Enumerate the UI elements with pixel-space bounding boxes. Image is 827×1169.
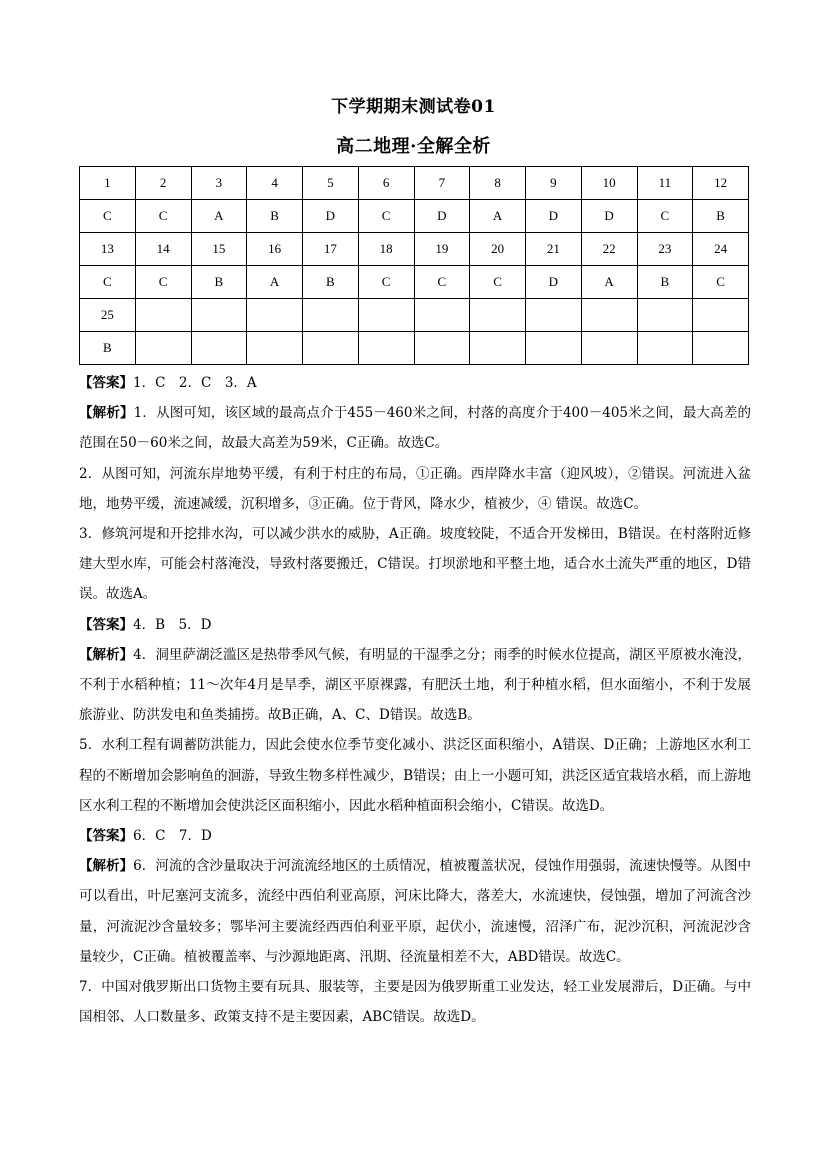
answer-table-cell [247, 299, 303, 332]
answer-text: 6．C 7．D [133, 828, 212, 845]
answer-table-cell: A [191, 200, 247, 233]
answer-label: 【答案】 [79, 616, 133, 633]
answer-table-cell: 25 [80, 299, 136, 332]
answer-table-cell: 11 [637, 167, 693, 200]
answer-table-cell: 21 [526, 233, 582, 266]
answer-table-cell: 22 [581, 233, 637, 266]
answer-table-cell [526, 332, 582, 365]
answer-table-cell: C [80, 200, 136, 233]
answer-table [79, 166, 749, 365]
answer-table-cell: C [135, 266, 191, 299]
analysis-text: 3．修筑河堤和开挖排水沟，可以减少洪水的威胁，A正确。坡度较陡，不适合开发梯田，B错误。在村落附近修建大型水库，可能会村落淹没，导致村落要搬迁，C错误。打坝淤地和平整土地，适合水土流失严重的地区，D错误。故选A。 [79, 526, 751, 603]
answer-table-cell: A [247, 266, 303, 299]
analysis-paragraph [79, 459, 751, 519]
answer-table-cell: B [637, 266, 693, 299]
analysis-text: 6．河流的含沙量取决于河流流经地区的土质情况，植被覆盖状况，侵蚀作用强弱，流速快慢等。从图中可以看出，叶尼塞河支流多，流经中西伯利亚高原，河床比降大，落差大，水流速快，侵蚀强，增加了河流含沙量，河流泥沙含量较多；鄂毕河主要流经西西伯利亚平原，起伏小，流速慢，沼泽广布，泥沙沉积，河流泥沙含量较少，C正确。植被覆盖率、与沙源地距离、汛期、径流量相差不大，ABD错误。故选C。 [79, 858, 751, 965]
answer-table-cell: A [581, 266, 637, 299]
answer-table-cell: B [693, 200, 749, 233]
answer-label: 【答案】 [79, 828, 133, 845]
analysis-text: 5．水利工程有调蓄防洪能力，因此会使水位季节变化减小、洪泛区面积缩小，A错误、D正确；上游地区水利工程的不断增加会影响鱼的洄游，导致生物多样性减少，B错误；由上一小题可知，洪泛区适宜栽培水稻，而上游地区水利工程的不断增加会使洪泛区面积缩小，因此水稻种植面积会缩小，C错误。故选D。 [79, 737, 751, 814]
answer-table-cell: 10 [581, 167, 637, 200]
answer-table-cell: 12 [693, 167, 749, 200]
answer-table-cell: C [470, 266, 526, 299]
analysis-text: 1．从图可知，该区域的最高点介于455－460米之间，村落的高度介于400－405米之间，最大高差的范围在50－60米之间，故最大高差为59米，C正确。故选C。 [79, 405, 751, 452]
answer-table-cell [358, 332, 414, 365]
answer-table-cell: 17 [303, 233, 359, 266]
answer-table-row [80, 332, 749, 365]
answer-table-cell: D [303, 200, 359, 233]
analysis-paragraph [79, 730, 751, 821]
answer-table-cell: B [191, 266, 247, 299]
answer-table-cell [637, 332, 693, 365]
document-title: 下学期期末测试卷01 [331, 97, 496, 117]
answer-text: 4．B 5．D [133, 616, 212, 633]
answer-line [79, 368, 751, 398]
analysis-label: 【解析】 [79, 646, 134, 663]
analysis-paragraph [79, 972, 751, 1032]
answer-table-cell [526, 299, 582, 332]
answer-table-cell: 6 [358, 167, 414, 200]
analysis-paragraph [79, 640, 751, 731]
analysis-text: 2．从图可知，河流东岸地势平缓，有利于村庄的布局，①正确。西岸降水丰富（迎风坡），②错误。河流进入盆地，地势平缓，流速减缓，沉积增多，③正确。位于背风，降水少，植被少，④ 错误。故选C。 [79, 465, 751, 512]
answer-table-cell: 13 [80, 233, 136, 266]
answer-table-cell: 1 [80, 167, 136, 200]
answer-table-cell: C [135, 200, 191, 233]
analysis-text: 4．洞里萨湖泛滥区是热带季风气候，有明显的干湿季之分；雨季的时候水位提高，湖区平原被水淹没，不利于水稻种植；11～次年4月是旱季，湖区平原裸露，有肥沃土地，利于种植水稻，但水面缩小，不利于发展旅游业、防洪发电和鱼类捕捞。故B正确，A、C、D错误。故选B。 [79, 646, 751, 724]
answer-table-cell: B [303, 266, 359, 299]
answer-text: 1．C 2．C 3．A [133, 375, 257, 391]
answer-table-cell [135, 299, 191, 332]
answer-table-cell: 15 [191, 233, 247, 266]
answer-table-row [80, 233, 749, 266]
answer-table-row [80, 266, 749, 299]
answer-table-cell [247, 332, 303, 365]
analysis-label: 【解析】 [79, 405, 134, 422]
answer-line [79, 821, 751, 851]
answer-table-cell: C [358, 200, 414, 233]
answer-table-cell: D [526, 200, 582, 233]
explanation-body [79, 368, 751, 1032]
analysis-label: 【解析】 [79, 858, 134, 875]
answer-table-cell: D [581, 200, 637, 233]
answer-table-cell: 4 [247, 167, 303, 200]
analysis-paragraph [79, 398, 751, 458]
answer-table-cell [414, 299, 470, 332]
answer-table-cell: 24 [693, 233, 749, 266]
analysis-paragraph [79, 851, 751, 972]
answer-table-cell: D [526, 266, 582, 299]
answer-table-cell [135, 332, 191, 365]
analysis-text: 7．中国对俄罗斯出口货物主要有玩具、服装等，主要是因为俄罗斯重工业发达，轻工业发展滞后，D正确。与中国相邻、人口数量多、政策支持不是主要因素，ABC错误。故选D。 [79, 979, 751, 1026]
answer-table-cell: 18 [358, 233, 414, 266]
answer-table-cell: C [637, 200, 693, 233]
answer-table-cell: 3 [191, 167, 247, 200]
answer-table-cell: 5 [303, 167, 359, 200]
answer-table-cell [693, 332, 749, 365]
answer-table-cell: 19 [414, 233, 470, 266]
answer-table-row [80, 200, 749, 233]
answer-table-cell: 9 [526, 167, 582, 200]
answer-table-cell: 20 [470, 233, 526, 266]
analysis-paragraph [79, 519, 751, 610]
answer-table-cell [637, 299, 693, 332]
answer-table-cell: 7 [414, 167, 470, 200]
answer-table-row [80, 167, 749, 200]
answer-table-cell: B [247, 200, 303, 233]
answer-table-cell: 14 [135, 233, 191, 266]
answer-table-cell [470, 332, 526, 365]
answer-table-cell [303, 332, 359, 365]
answer-table-cell: 23 [637, 233, 693, 266]
answer-table-cell [581, 299, 637, 332]
answer-table-cell: A [470, 200, 526, 233]
answer-table-cell: 16 [247, 233, 303, 266]
document-subtitle: 高二地理·全解全析 [336, 136, 491, 157]
answer-table-cell [414, 332, 470, 365]
answer-table-cell [303, 299, 359, 332]
answer-table-cell: 8 [470, 167, 526, 200]
answer-table-cell: C [693, 266, 749, 299]
answer-label: 【答案】 [79, 375, 133, 391]
answer-line [79, 610, 751, 640]
answer-table-cell [358, 299, 414, 332]
answer-table-row [80, 299, 749, 332]
answer-table-cell: B [80, 332, 136, 365]
answer-table-cell: C [358, 266, 414, 299]
answer-table-cell [191, 332, 247, 365]
answer-table-cell [191, 299, 247, 332]
answer-table-cell: 2 [135, 167, 191, 200]
answer-table-cell [470, 299, 526, 332]
answer-table-cell [581, 332, 637, 365]
answer-table-cell: C [80, 266, 136, 299]
answer-table-cell: C [414, 266, 470, 299]
answer-table-cell: D [414, 200, 470, 233]
answer-table-cell [693, 299, 749, 332]
